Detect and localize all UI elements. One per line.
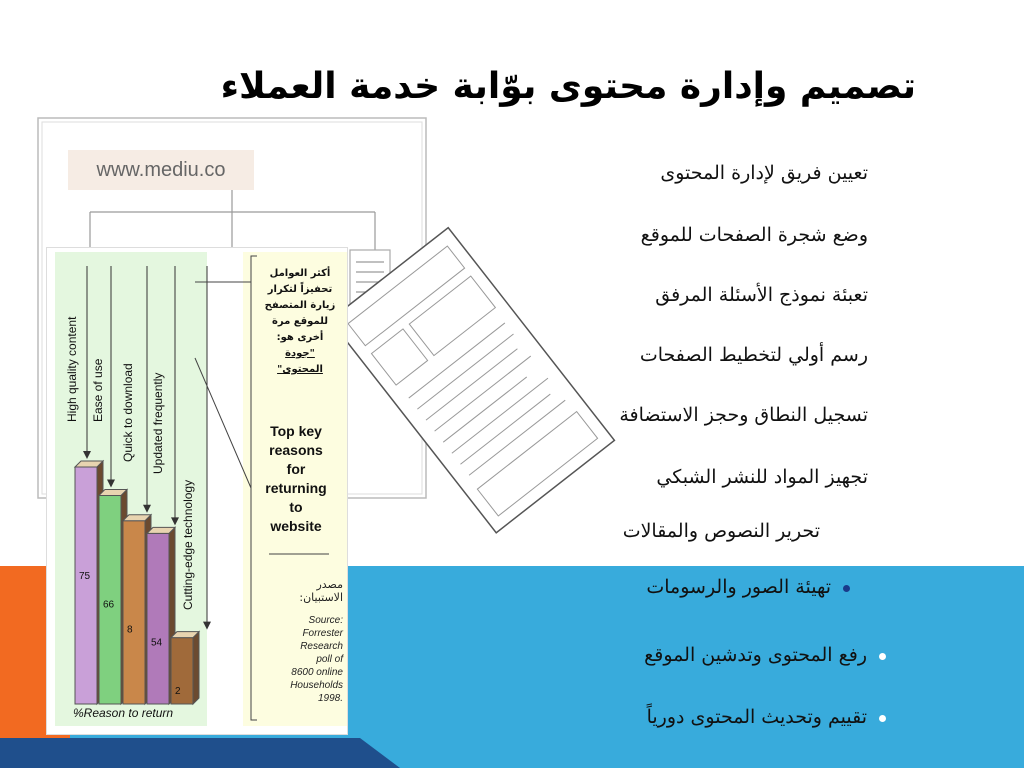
- bar-value-label-4: 2: [175, 686, 181, 697]
- note-line: للموقع مرة: [272, 316, 328, 327]
- list-item-text: وضع شجرة الصفحات للموقع: [640, 224, 868, 246]
- list-item-text: تعيين فريق لإدارة المحتوى: [660, 162, 868, 184]
- list-item-text: رسم أولي لتخطيط الصفحات: [639, 344, 868, 366]
- arrow-head-4: [203, 622, 211, 630]
- list-item-text: تعبئة نموذج الأسئلة المرفق: [655, 284, 868, 306]
- category-label-ease-of-use: Ease of use: [91, 358, 105, 422]
- source-english: Source: Forrester Research poll of 8600 online Households 1998.: [290, 615, 343, 704]
- category-label-high-quality: High quality content: [65, 316, 79, 422]
- bar-side-4: [193, 632, 199, 704]
- bar-value-label-2: 8: [127, 624, 133, 636]
- arabic-note: [259, 266, 341, 378]
- bar-value-label-1: 66: [103, 599, 115, 611]
- note-line: أخرى هو:: [276, 332, 324, 343]
- chart-bracket: [195, 256, 257, 720]
- list-item: [623, 520, 820, 542]
- source-line: الاستبيان:: [299, 591, 343, 604]
- list-item: [640, 344, 868, 366]
- note-line: "جودة: [285, 348, 315, 359]
- list-item: [644, 644, 886, 666]
- list-item-text: تحرير النصوص والمقالات: [622, 520, 820, 542]
- list-item-text: تقييم وتحديث المحتوى دورياً: [646, 706, 867, 728]
- list-item: [647, 706, 886, 728]
- watermark-url: www.mediu.co: [68, 150, 254, 190]
- x-axis-label: %Reason to return: [73, 706, 174, 720]
- source-line: مصدر: [316, 578, 343, 591]
- list-item-text: تسجيل النطاق وحجز الاستضافة: [619, 404, 868, 426]
- list-item: [619, 404, 868, 426]
- bar-0: [75, 467, 97, 704]
- list-item: [655, 284, 868, 306]
- arrow-head-3: [171, 517, 179, 525]
- reasons-heading: [253, 422, 339, 536]
- arrow-head-0: [83, 451, 91, 459]
- arrow-head-1: [107, 479, 115, 487]
- reasons-line: for: [286, 461, 306, 477]
- reasons-line: website: [270, 518, 322, 534]
- category-label-updated: Updated frequently: [151, 372, 165, 474]
- bullet-dot-icon: [879, 653, 886, 660]
- category-label-cutting-edge: Cutting-edge technology: [181, 479, 195, 610]
- reasons-line: reasons: [269, 442, 323, 458]
- bar-value-label-0: 75: [79, 571, 91, 582]
- reasons-chart: [46, 247, 348, 735]
- source-arabic: [273, 578, 343, 604]
- note-line: زيارة المتصفح: [264, 300, 336, 311]
- list-item-text: تهيئة الصور والرسومات: [646, 576, 831, 598]
- list-item: [656, 466, 868, 488]
- bar-value-label-3: 54: [151, 637, 163, 649]
- list-item: [646, 576, 850, 598]
- list-item: [660, 162, 868, 184]
- note-line: أكثر العوامل: [269, 268, 331, 279]
- bar-3: [147, 533, 169, 704]
- bullet-dot-icon: [879, 715, 886, 722]
- category-label-quick-download: Quick to download: [121, 363, 135, 462]
- reasons-line: returning: [265, 480, 327, 496]
- bar-2: [123, 521, 145, 704]
- list-item-text: تجهيز المواد للنشر الشبكي: [656, 466, 868, 488]
- reasons-line: Top key: [270, 423, 322, 439]
- note-line: تحفيزاً لتكرار: [267, 284, 333, 295]
- bullet-dot-icon: [843, 585, 850, 592]
- arrow-head-2: [143, 505, 151, 513]
- list-item: [641, 224, 868, 246]
- note-line: المحتوى": [277, 364, 323, 375]
- page-title: تصميم وإدارة محتوى بوّابة خدمة العملاء: [220, 66, 916, 107]
- reasons-line: to: [289, 499, 303, 515]
- list-item-text: رفع المحتوى وتدشين الموقع: [644, 644, 867, 666]
